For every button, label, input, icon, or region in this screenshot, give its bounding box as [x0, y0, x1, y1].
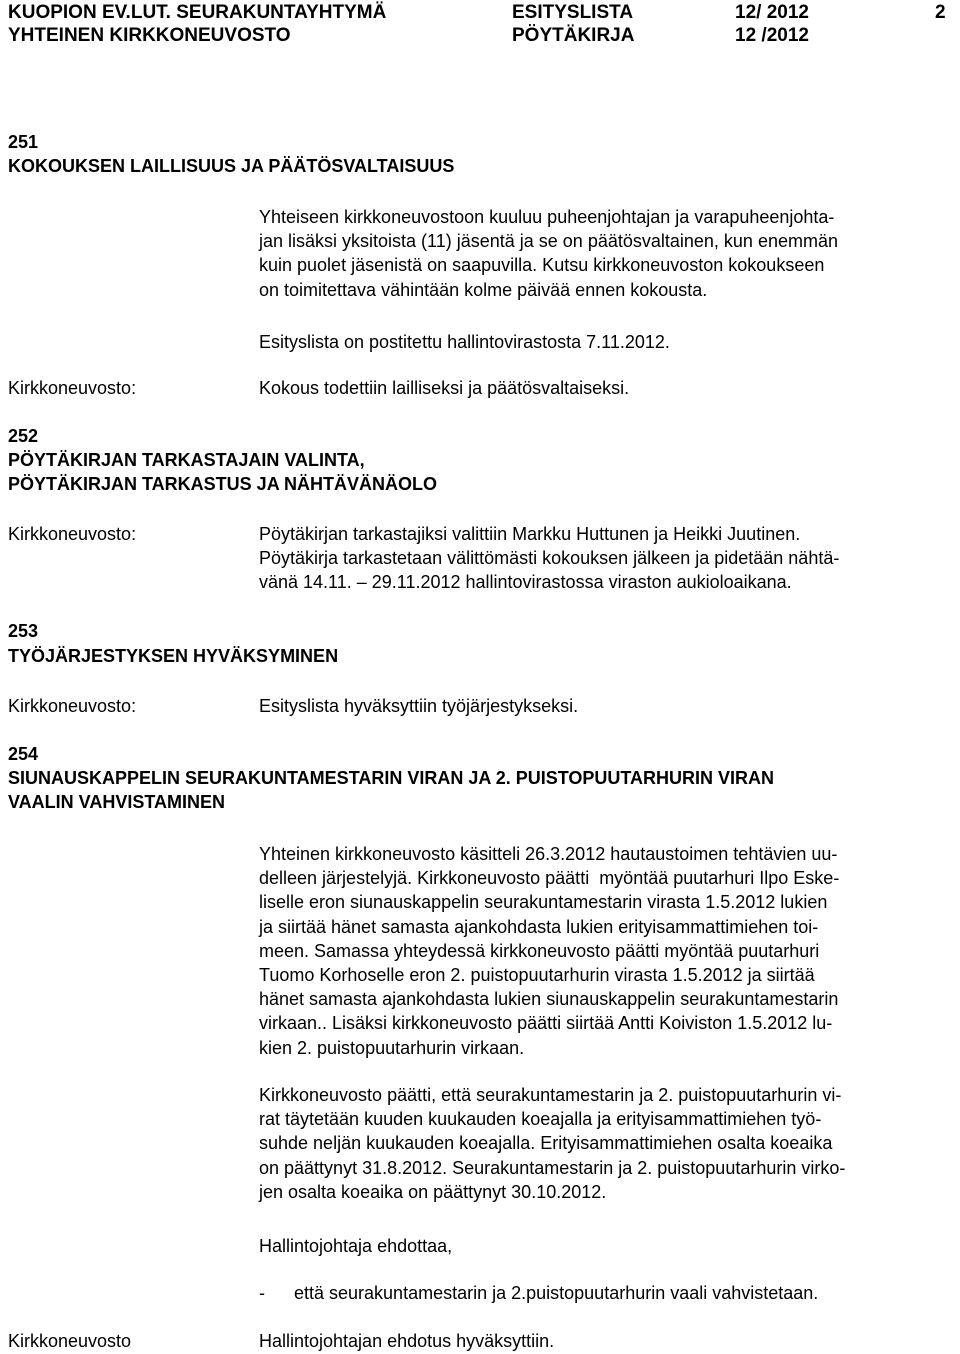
- section-number: 251: [8, 132, 39, 152]
- decision-text: Esityslista hyväksyttiin työjärjestykseksi.: [259, 696, 579, 716]
- section-title: PÖYTÄKIRJAN TARKASTUS JA NÄHTÄVÄNÄOLO: [8, 474, 438, 494]
- body-line: kuin puolet jäsenistä on saapuvilla. Kutsu kirkkoneuvoston kokoukseen: [259, 255, 825, 276]
- para-line: delleen järjestelyjä. Kirkkoneuvosto päätti myöntää puutarhuri Ilpo Eske-: [259, 868, 840, 889]
- para-line: Tuomo Korhoselle eron 2. puistopuutarhurin virasta 1.5.2012 ja siirtää: [259, 965, 815, 986]
- page-number: 2: [935, 2, 946, 23]
- decision-text: Kokous todettiin lailliseksi ja päätösvaltaiseksi.: [259, 378, 630, 398]
- decision-label: Kirkkoneuvosto:: [8, 524, 137, 544]
- decision-label: Kirkkoneuvosto: [8, 1331, 132, 1351]
- para-line: suhde neljän kuukauden koeajalla. Erityisammattimiehen osalta koeaika: [259, 1133, 833, 1154]
- para-line: liselle eron siunauskappelin seurakuntamestarin virasta 1.5.2012 lukien: [259, 892, 828, 913]
- para-line: hänet samasta ajankohdasta lukien siunauskappelin seurakuntamestarin: [259, 989, 839, 1010]
- minutes-number: 12 /2012: [735, 25, 809, 46]
- para-line: Yhteinen kirkkoneuvosto käsitteli 26.3.2012 hautaustoimen tehtävien uu-: [259, 844, 838, 864]
- decision-label: Kirkkoneuvosto:: [8, 378, 137, 398]
- background-paragraph: [259, 842, 949, 1060]
- para-line: jen osalta koeaika on päättynyt 30.10.2012.: [259, 1181, 607, 1202]
- doc-type-agenda: ESITYSLISTA: [512, 2, 634, 23]
- section-title: VAALIN VAHVISTAMINEN: [8, 792, 226, 812]
- para-line: ja siirtää hänet samasta ajankohdasta lukien erityisammattimiehen toi-: [259, 916, 819, 937]
- proposal-item: että seurakuntamestarin ja 2.puistopuutarhurin vaali vahvistetaan.: [294, 1283, 819, 1303]
- decision-text: [259, 522, 949, 595]
- para-line: kien 2. puistopuutarhurin virkaan.: [259, 1037, 525, 1058]
- postal-note: Esityslista on postitettu hallintovirastosta 7.11.2012.: [259, 332, 670, 352]
- org-name: KUOPION EV.LUT. SEURAKUNTAYHTYMÄ: [8, 2, 387, 23]
- para-line: rat täytetään kuuden kuukauden koeajalla ja erityisammattimiehen työ-: [259, 1109, 822, 1130]
- section-title: KOKOUKSEN LAILLISUUS JA PÄÄTÖSVALTAISUUS: [8, 156, 455, 176]
- decision-label: Kirkkoneuvosto:: [8, 696, 137, 716]
- body-line: on toimitettava vähintään kolme päivää ennen kokousta.: [259, 279, 708, 300]
- section-number: 252: [8, 426, 39, 446]
- body-line: jan lisäksi yksitoista (11) jäsentä ja se on päätösvaltainen, kun enemmän: [259, 231, 838, 252]
- section-title: PÖYTÄKIRJAN TARKASTAJAIN VALINTA,: [8, 450, 365, 470]
- section-number: 254: [8, 744, 39, 764]
- agenda-number: 12/ 2012: [735, 2, 809, 23]
- para-line: on päättynyt 31.8.2012. Seurakuntamestarin ja 2. puistopuutarhurin virko-: [259, 1157, 846, 1178]
- doc-type-minutes: PÖYTÄKIRJA: [512, 25, 635, 46]
- body-line: Yhteiseen kirkkoneuvostoon kuuluu puheenjohtajan ja varapuheenjohta-: [259, 207, 835, 227]
- section-body: [259, 205, 949, 302]
- para-line: Kirkkoneuvosto päätti, että seurakuntamestarin ja 2. puistopuutarhurin vi-: [259, 1085, 842, 1105]
- decision-text: Hallintojohtajan ehdotus hyväksyttiin.: [259, 1331, 555, 1351]
- board-name: YHTEINEN KIRKKONEUVOSTO: [8, 25, 291, 46]
- decision-line: vänä 14.11. – 29.11.2012 hallintovirastossa viraston aukioloaikana.: [259, 572, 792, 593]
- para-line: meen. Samassa yhteydessä kirkkoneuvosto päätti myöntää puutarhuri: [259, 940, 820, 961]
- section-number: 253: [8, 621, 39, 641]
- decision-line: Pöytäkirja tarkastetaan välittömästi kokouksen jälkeen ja pidetään nähtä-: [259, 548, 840, 569]
- para-line: virkaan.. Lisäksi kirkkoneuvosto päätti siirtää Antti Koiviston 1.5.2012 lu-: [259, 1013, 833, 1034]
- section-title: SIUNAUSKAPPELIN SEURAKUNTAMESTARIN VIRAN JA 2. PUISTOPUUTARHURIN VIRAN: [8, 768, 775, 788]
- section-title: TYÖJÄRJESTYKSEN HYVÄKSYMINEN: [8, 646, 339, 666]
- proposal-bullet: -: [259, 1283, 265, 1303]
- decision-line: Pöytäkirjan tarkastajiksi valittiin Markku Huttunen ja Heikki Juutinen.: [259, 524, 801, 544]
- proposal-intro: Hallintojohtaja ehdottaa,: [259, 1236, 453, 1256]
- probation-paragraph: [259, 1083, 949, 1204]
